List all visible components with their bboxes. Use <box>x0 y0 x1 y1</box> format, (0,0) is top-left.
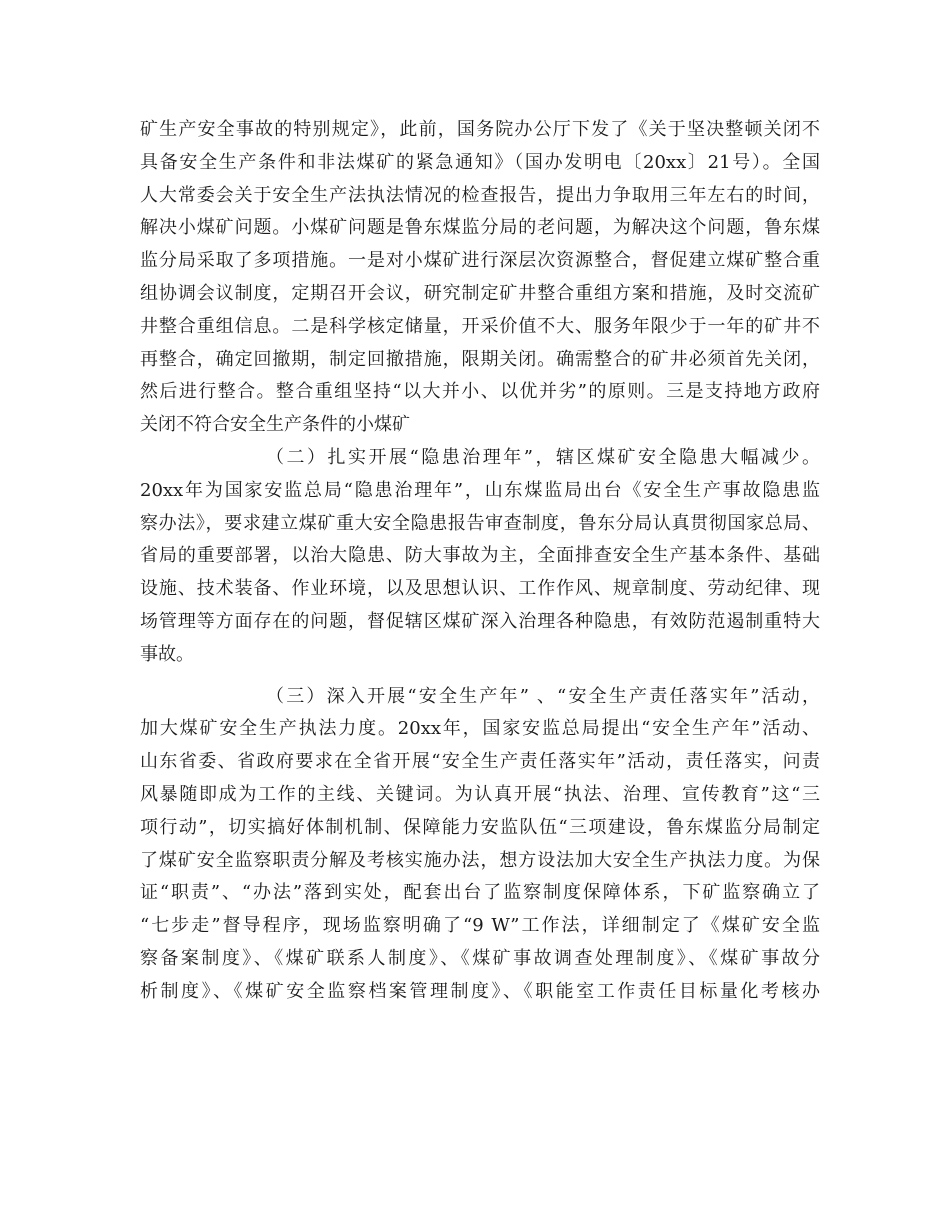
section-heading-line: （三）深入开展“安全生产年” 、“安全生产责任落实年”活动， <box>266 685 820 707</box>
paragraph-gap <box>140 672 820 681</box>
text-line: 矿生产安全事故的特别规定》，此前，国务院办公厅下发了《关于坚决整顿关闭不 <box>140 119 820 140</box>
text-line: 了煤矿安全监察职责分解及考核实施办法，想方设法加大安全生产执法力度。为保 <box>140 849 820 871</box>
text-line: 组协调会议制度，定期召开会议，研究制定矿井整合重组方案和措施，及时交流矿 <box>140 282 820 304</box>
text-line: 场管理等方面存在的问题，督促辖区煤矿深入治理各种隐患，有效防范遏制重特大 <box>140 610 820 632</box>
paragraph-3 <box>140 681 820 1009</box>
text-line: 监分局采取了多项措施。一是对小煤矿进行深层次资源整合，督促建立煤矿整合重 <box>140 250 820 272</box>
text-line: “七步走”督导程序，现场监察明确了“9 W”工作法，详细制定了《煤矿安全监 <box>140 915 820 937</box>
document-body <box>140 114 820 1009</box>
paragraph-2 <box>140 442 820 672</box>
text-line: 风暴随即成为工作的主线、关键词。为认真开展“执法、治理、宣传教育”这“三 <box>140 783 820 805</box>
text-line: 事故。 <box>140 643 194 665</box>
text-line: 项行动”，切实搞好体制机制、保障能力安监队伍“三项建设，鲁东煤监分局制定 <box>140 816 820 838</box>
text-line: 再整合，确定回撤期，制定回撤措施，限期关闭。确需整合的矿井必须首先关闭， <box>140 348 820 370</box>
text-line: 证“职责”、“办法”落到实处，配套出台了监察制度保障体系，下矿监察确立了 <box>140 882 820 904</box>
text-line: 关闭不符合安全生产条件的小煤矿 <box>140 414 410 436</box>
text-line: 加大煤矿安全生产执法力度。20xx年，国家安监总局提出“安全生产年”活动、 <box>140 718 820 740</box>
text-line: 井整合重组信息。二是科学核定储量，开采价值不大、服务年限少于一年的矿井不 <box>140 315 820 337</box>
section-heading-line: （二）扎实开展“隐患治理年”，辖区煤矿安全隐患大幅减少。 <box>266 446 820 468</box>
paragraph-1 <box>140 114 820 442</box>
text-line: 察办法》，要求建立煤矿重大安全隐患报告审查制度，鲁东分局认真贯彻国家总局、 <box>140 512 820 534</box>
text-line: 人大常委会关于安全生产法执法情况的检查报告，提出力争取用三年左右的时间， <box>140 184 820 206</box>
text-line: 省局的重要部署，以治大隐患、防大事故为主，全面排查安全生产基本条件、基础 <box>140 545 820 567</box>
text-line: 察备案制度》、《煤矿联系人制度》、《煤矿事故调查处理制度》、《煤矿事故分 <box>140 947 820 969</box>
text-line: 析制度》、《煤矿安全监察档案管理制度》、《职能室工作责任目标量化考核办 <box>140 980 820 1002</box>
text-line: 20xx年为国家安监总局“隐患治理年”，山东煤监局出台《安全生产事故隐患监 <box>140 479 820 501</box>
text-line: 解决小煤矿问题。小煤矿问题是鲁东煤监分局的老问题，为解决这个问题，鲁东煤 <box>140 217 820 239</box>
text-line: 山东省委、省政府要求在全省开展“安全生产责任落实年”活动，责任落实，问责 <box>140 751 820 773</box>
text-line: 具备安全生产条件和非法煤矿的紧急通知》（国办发明电〔20xx〕21号）。全国 <box>140 151 820 173</box>
text-line: 设施、技术装备、作业环境，以及思想认识、工作作风、规章制度、劳动纪律、现 <box>140 578 820 600</box>
text-line: 然后进行整合。整合重组坚持“以大并小、以优并劣”的原则。三是支持地方政府 <box>140 381 820 403</box>
